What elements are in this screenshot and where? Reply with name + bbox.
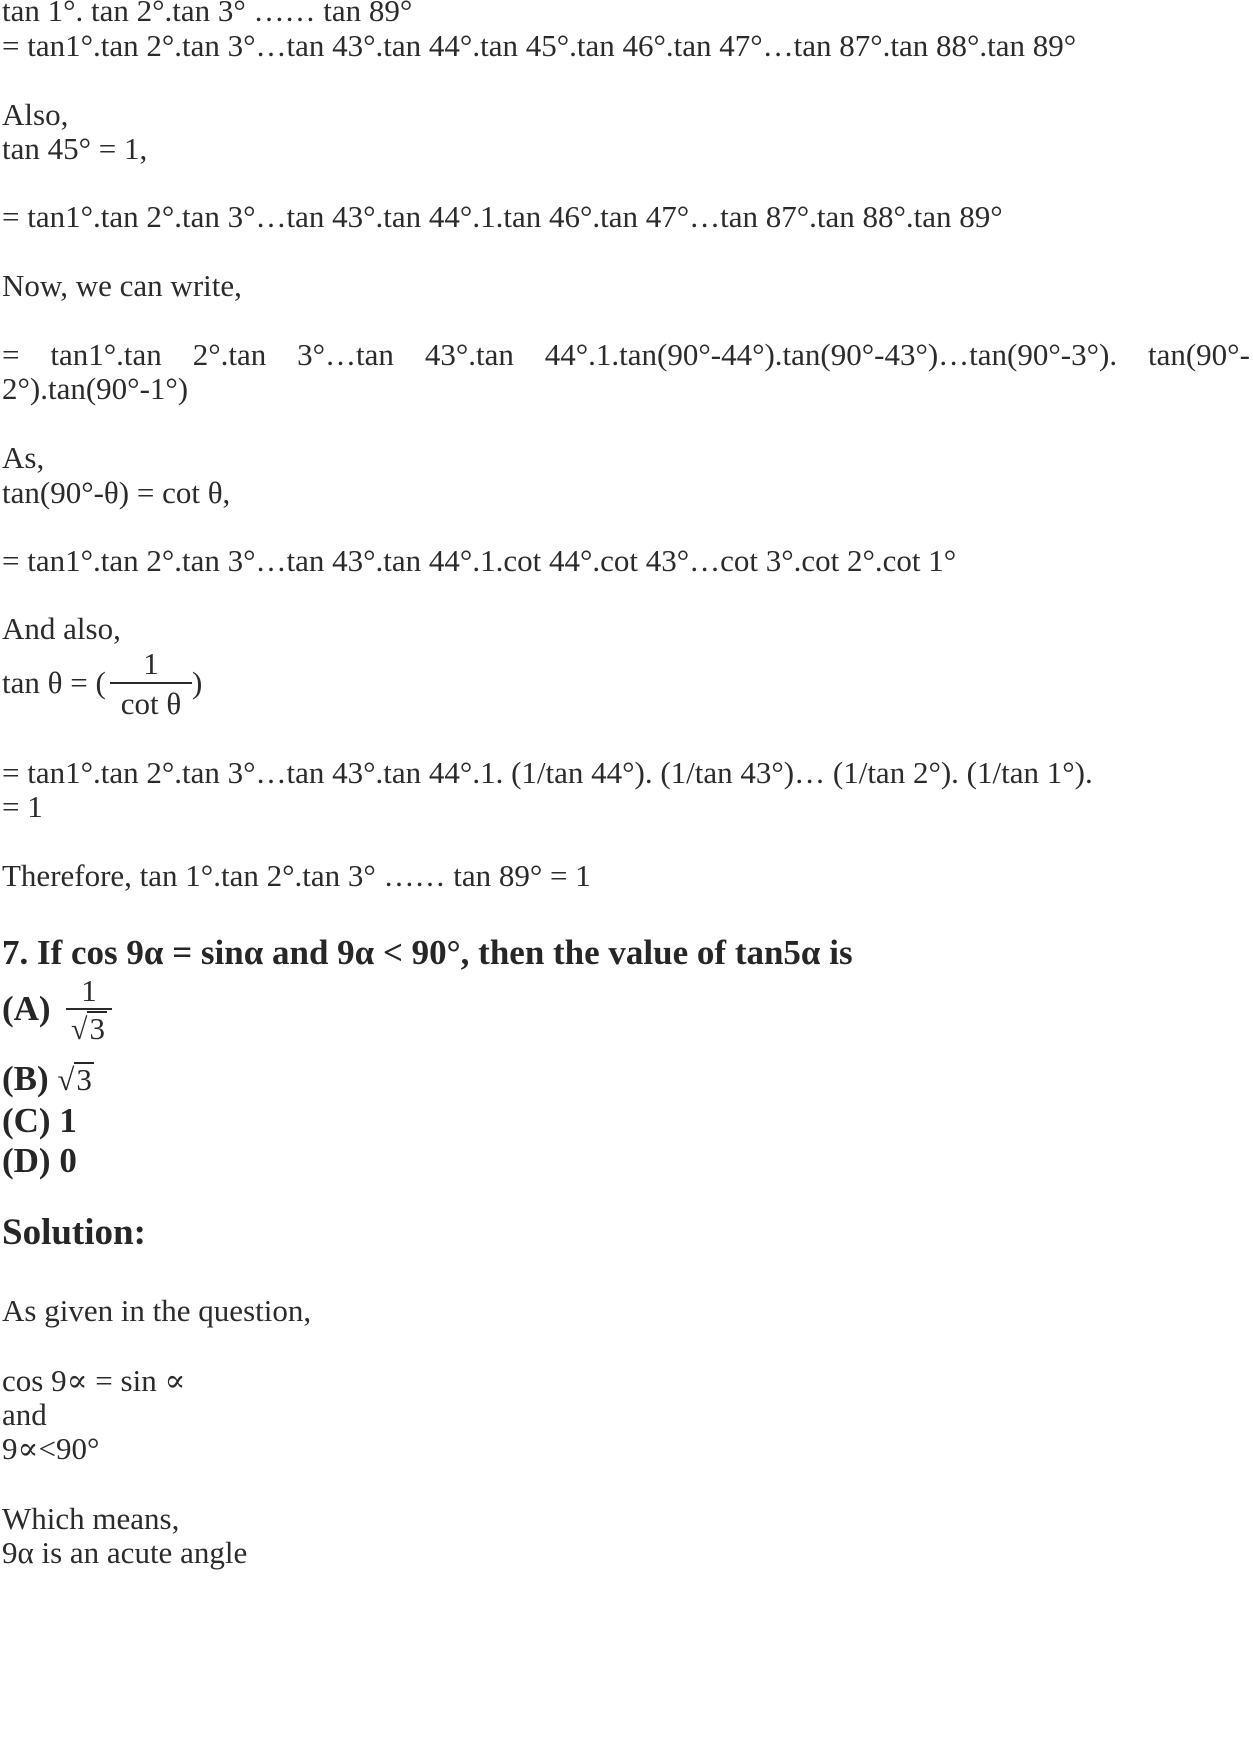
text-line: cos 9∝ = sin ∝ [2, 1363, 186, 1398]
text-line: = 1 [2, 789, 43, 824]
option-a-denominator: √3 [71, 1011, 105, 1046]
text-line: 9∝<90° [2, 1431, 100, 1466]
formula-prefix: tan θ = ( [2, 665, 106, 700]
text-line: = tan1°.tan 2°.tan 3°…tan 43°.tan 44°.1. (1/tan 44°). (1/tan 43°)… (1/tan 2°). (1/tan 1°). [2, 755, 1093, 790]
option-b-value: √3 [57, 1062, 92, 1097]
question-heading: 7. If cos 9α = sinα and 9α < 90°, then the value of tan5α is [2, 933, 853, 972]
text-line: Which means, [2, 1501, 180, 1536]
text-line: = tan1°.tan 2°.tan 3°…tan 43°.tan 44°.tan 45°.tan 46°.tan 47°…tan 87°.tan 88°.tan 89° [2, 28, 1077, 63]
text-line: Therefore, tan 1°.tan 2°.tan 3° …… tan 89° = 1 [2, 858, 591, 893]
text-line: = tan1°.tan 2°.tan 3°…tan 43°.tan 44°.1.tan(90°-44°).tan(90°-43°)…tan(90°-3°). tan(90°- [2, 337, 1250, 372]
text-line: tan 45° = 1, [2, 131, 148, 166]
option-a-numerator: 1 [81, 973, 97, 1008]
option-b-label: (B) [2, 1059, 49, 1098]
text-line: 9α is an acute angle [2, 1535, 248, 1570]
fraction [110, 646, 192, 724]
text-line: As given in the question, [2, 1293, 312, 1328]
option-b [2, 1060, 94, 1098]
text-line: And also, [2, 611, 121, 646]
option-d: (D) 0 [2, 1141, 77, 1180]
fraction-denominator: cot θ [120, 686, 182, 721]
text-line: As, [2, 440, 45, 475]
fraction-numerator: 1 [143, 646, 159, 681]
option-a-label: (A) [2, 989, 51, 1028]
solution-heading: Solution: [2, 1212, 146, 1253]
text-line: and [2, 1397, 47, 1432]
option-a-fraction [66, 974, 112, 1049]
text-line: Also, [2, 97, 69, 132]
text-line: = tan1°.tan 2°.tan 3°…tan 43°.tan 44°.1.cot 44°.cot 43°…cot 3°.cot 2°.cot 1° [2, 543, 957, 578]
text-line: 2°).tan(90°-1°) [2, 371, 189, 406]
text-line: tan 1°. tan 2°.tan 3° …… tan 89° [2, 0, 413, 28]
text-line: = tan1°.tan 2°.tan 3°…tan 43°.tan 44°.1.tan 46°.tan 47°…tan 87°.tan 88°.tan 89° [2, 199, 1003, 234]
option-c: (C) 1 [2, 1101, 77, 1140]
text-line: Now, we can write, [2, 268, 242, 303]
formula-suffix: ) [192, 665, 203, 700]
text-line: tan(90°-θ) = cot θ, [2, 475, 231, 510]
